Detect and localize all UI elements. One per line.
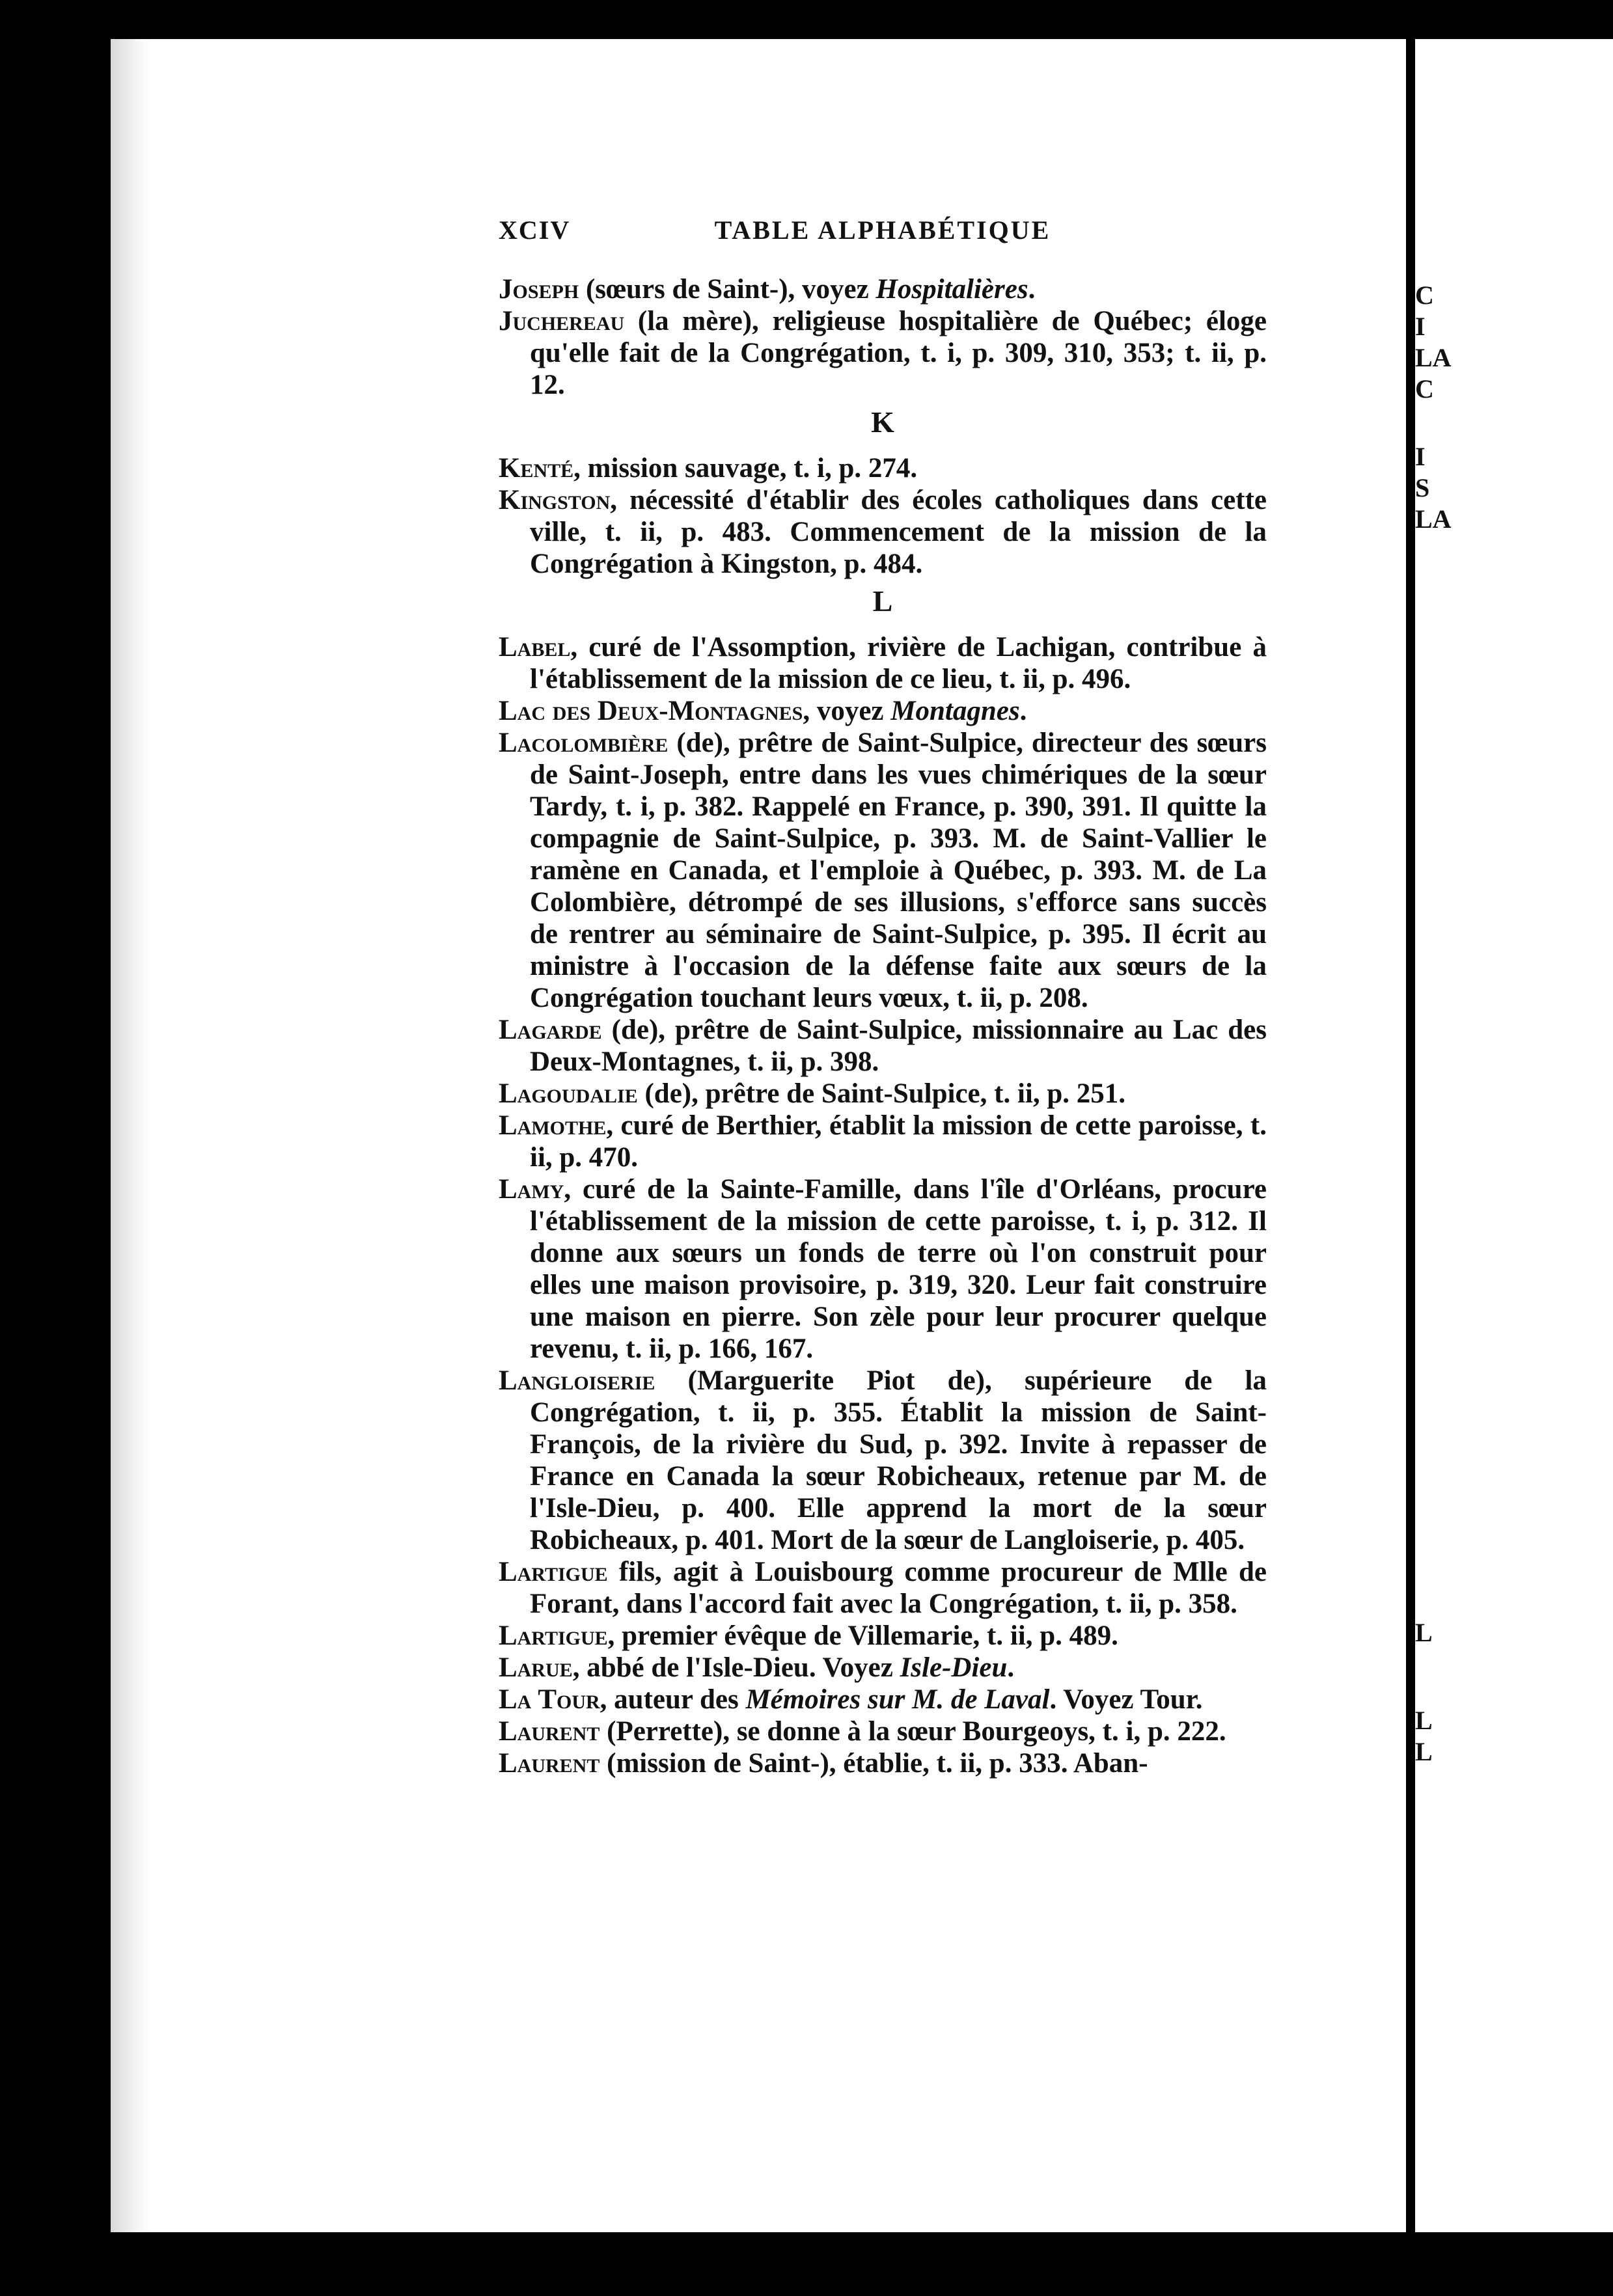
index-entry — [499, 273, 1267, 305]
entry-headword: Laurent — [499, 1716, 600, 1747]
entry-cross-reference: Isle-Dieu — [900, 1652, 1008, 1683]
entry-headword: Kenté — [499, 453, 574, 484]
right-page-fragment: L — [1415, 1706, 1433, 1735]
entry-text: fils, agit à Louisbourg comme procureur de Mlle de Forant, dans l'accord fait avec la Congrégation, t. ii, p. 358. — [530, 1557, 1267, 1619]
right-page — [1415, 39, 1613, 2232]
page-edge-shadow — [111, 39, 150, 2232]
entry-text: , mission sauvage, t. i, p. 274. — [573, 453, 918, 484]
index-entry — [499, 631, 1267, 695]
index-entry — [499, 1556, 1267, 1620]
entry-text: (de), prêtre de Saint-Sulpice, missionnaire au Lac des Deux-Montagnes, t. ii, p. 398. — [530, 1015, 1267, 1077]
entry-text-end: . — [1007, 1652, 1015, 1683]
entry-headword: La Tour — [499, 1684, 600, 1715]
entry-headword: Lartigue — [499, 1620, 608, 1651]
entry-headword: Lagarde — [499, 1015, 602, 1045]
index-entry — [499, 1652, 1267, 1684]
right-page-fragment: I — [1415, 312, 1426, 341]
entry-text-end: . — [1028, 274, 1036, 305]
entry-headword: Lacolombière — [499, 728, 669, 758]
entry-text: (Marguerite Piot de), supérieure de la Congrégation, t. ii, p. 355. Établit la mission de Saint-François, de la rivière du Sud, p. 392. Invite à repasser de France en Canada la sœur Robicheaux, retenue par M. de l'Isle-Dieu, p. 400. Elle apprend la mort de la sœur Robicheaux, p. 401. Mort de la sœur de Langloiserie, p. 405. — [530, 1365, 1267, 1555]
entry-headword: Label — [499, 632, 571, 663]
index-column — [499, 273, 1267, 1779]
running-header — [499, 215, 1267, 254]
entry-text: (mission de Saint-), établie, t. ii, p. 333. Aban- — [600, 1748, 1148, 1779]
book-gutter — [1406, 39, 1415, 2232]
right-page-fragment: C — [1415, 280, 1434, 310]
section-letter: L — [872, 584, 893, 618]
index-entry — [499, 1078, 1267, 1110]
entry-headword: Lac des Deux-Montagnes — [499, 696, 803, 726]
entry-headword: Larue — [499, 1652, 573, 1683]
right-page-fragment: S — [1415, 473, 1430, 502]
entry-headword: Lamy — [499, 1174, 564, 1205]
right-page-fragment: I — [1415, 442, 1426, 471]
right-page-fragment: C — [1415, 374, 1434, 403]
index-entry — [499, 1110, 1267, 1173]
entry-text: , voyez — [803, 696, 891, 726]
index-entry — [499, 484, 1267, 580]
index-entry — [499, 1747, 1267, 1779]
entry-text: , nécessité d'établir des écoles catholiques dans cette ville, t. ii, p. 483. Commencement de la mission de la Congrégation à Kingston, p. 484. — [530, 485, 1267, 579]
entry-headword: Juchereau — [499, 306, 625, 336]
entry-text: , curé de Berthier, établit la mission de cette paroisse, t. ii, p. 470. — [530, 1110, 1267, 1173]
right-page-fragment: LA — [1415, 504, 1452, 534]
index-entry — [499, 305, 1267, 401]
index-entry — [499, 695, 1267, 727]
entry-cross-reference: Hospitalières — [875, 274, 1028, 305]
entry-headword: Lagoudalie — [499, 1078, 638, 1109]
index-entry — [499, 1715, 1267, 1747]
index-entry — [499, 727, 1267, 1014]
entry-headword: Lamothe — [499, 1110, 607, 1141]
index-entry — [499, 1684, 1267, 1715]
section-letter: K — [871, 405, 894, 439]
right-page-fragment: L — [1415, 1618, 1433, 1647]
entry-text: (la mère), religieuse hospitalière de Québec; éloge qu'elle fait de la Congrégation, t. i, p. 309, 310, 353; t. ii, p. 12. — [530, 306, 1267, 400]
entry-text: , abbé de l'Isle-Dieu. Voyez — [572, 1652, 900, 1683]
entry-text: (Perrette), se donne à la sœur Bourgeoys, t. i, p. 222. — [600, 1716, 1226, 1747]
right-page-fragment: L — [1415, 1737, 1433, 1766]
entry-cross-reference: Montagnes — [890, 696, 1020, 726]
entry-text: (sœurs de Saint-), voyez — [579, 274, 876, 305]
entry-headword: Langloiserie — [499, 1365, 655, 1396]
index-entry — [499, 1620, 1267, 1652]
page-number: XCIV — [499, 215, 571, 245]
entry-text: (de), prêtre de Saint-Sulpice, t. ii, p. 251. — [637, 1078, 1126, 1109]
entry-cross-reference: Mémoires sur M. de Laval — [745, 1684, 1050, 1715]
entry-text: , curé de l'Assomption, rivière de Lachigan, contribue à l'établissement de la mission de ce lieu, t. ii, p. 496. — [530, 632, 1267, 694]
entry-text-end: . Voyez Tour. — [1049, 1684, 1203, 1715]
entry-headword: Laurent — [499, 1748, 600, 1779]
entry-text: , curé de la Sainte-Famille, dans l'île d'Orléans, procure l'établissement de la mission de cette paroisse, t. i, p. 312. Il donne aux sœurs un fonds de terre où l'on construit pour elles une maison provisoire, p. 319, 320. Leur fait construire une maison en pierre. Son zèle pour leur procurer quelque revenu, t. ii, p. 166, 167. — [530, 1174, 1267, 1364]
index-entry — [499, 1365, 1267, 1556]
index-entry — [499, 1014, 1267, 1078]
entry-text: , premier évêque de Villemarie, t. ii, p. 489. — [607, 1620, 1118, 1651]
entry-text: , auteur des — [600, 1684, 746, 1715]
entry-headword: Kingston — [499, 485, 611, 515]
page-title: TABLE ALPHABÉTIQUE — [714, 215, 1051, 245]
index-entry — [499, 452, 1267, 484]
entry-text: (de), prêtre de Saint-Sulpice, directeur des sœurs de Saint-Joseph, entre dans les vues chimériques de la sœur Tardy, t. i, p. 382. Rappelé en France, p. 390, 391. Il quitte la compagnie de Saint-Sulpice, p. 393. M. de Saint-Vallier le ramène en Canada, et l'emploie à Québec, p. 393. M. de La Colombière, détrompé de ses illusions, s'efforce sans succès de rentrer au séminaire de Saint-Sulpice, p. 395. Il écrit au ministre à l'occasion de la défense faite aux sœurs de la Congrégation touchant leurs vœux, t. ii, p. 208. — [530, 728, 1267, 1013]
index-entry — [499, 1173, 1267, 1365]
entry-text-end: . — [1019, 696, 1027, 726]
entry-headword: Lartigue — [499, 1557, 608, 1587]
right-page-fragment: LA — [1415, 343, 1452, 372]
entry-headword: Joseph — [499, 274, 579, 305]
